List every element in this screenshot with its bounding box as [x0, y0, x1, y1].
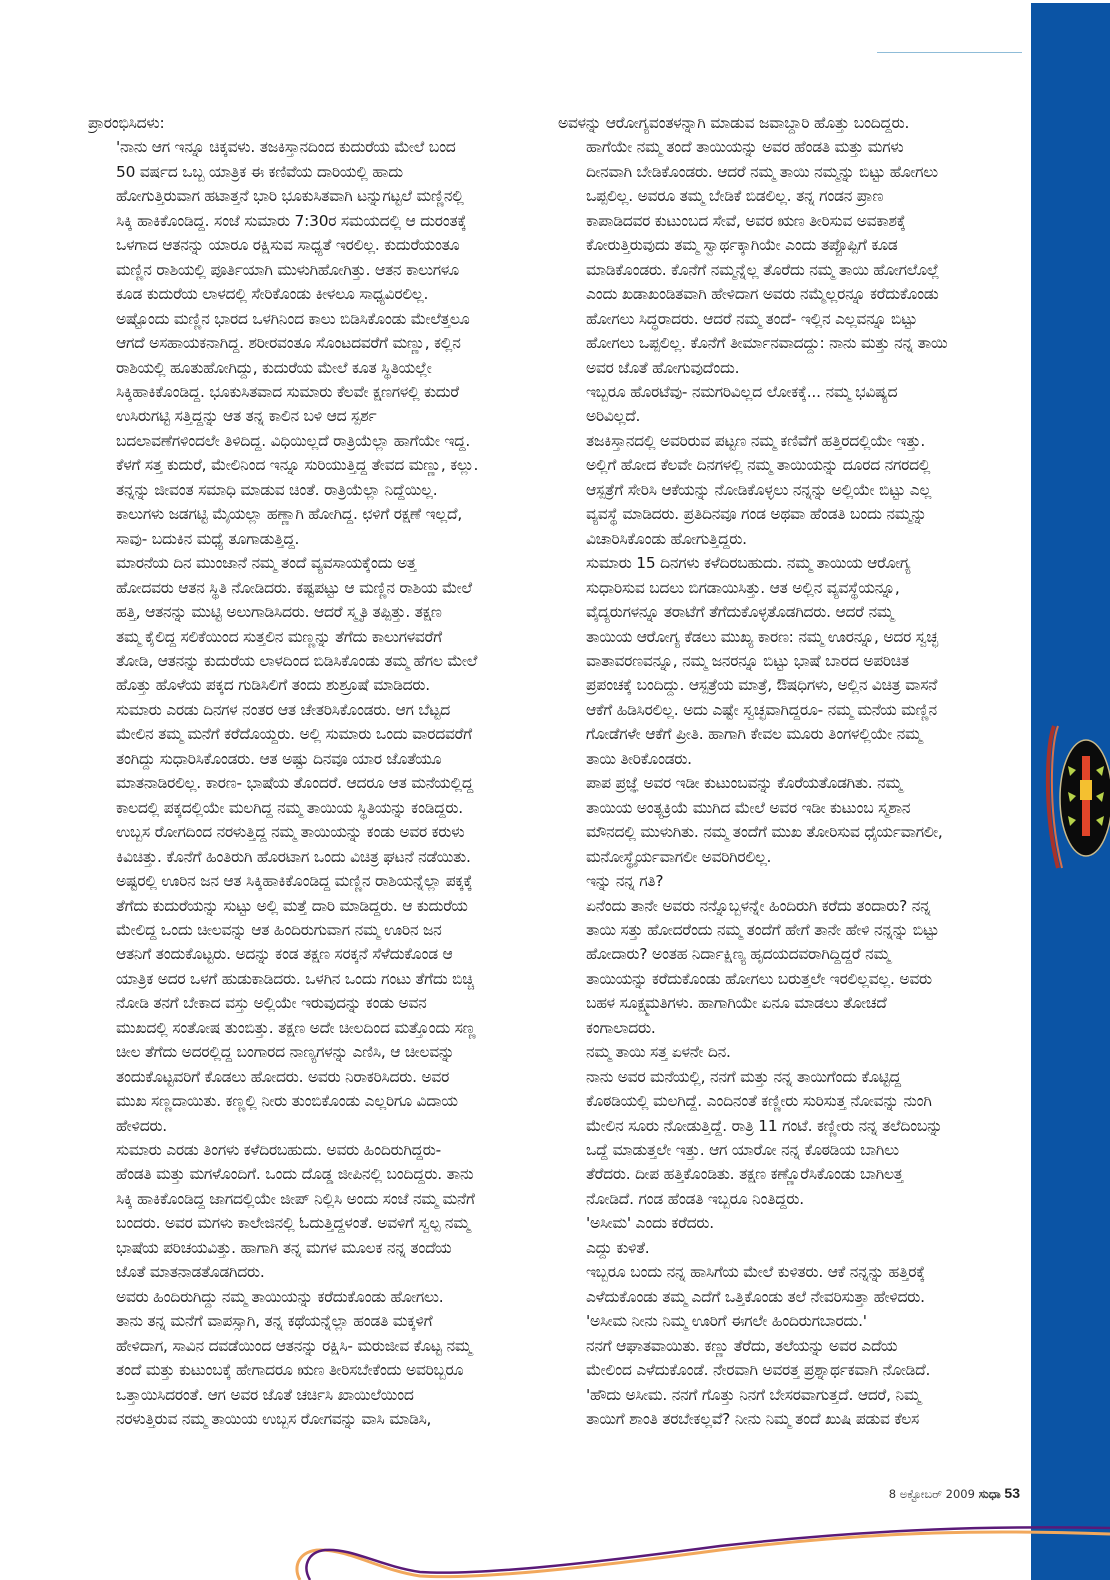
text-line: ಮುಖದಲ್ಲಿ ಸಂತೋಷ ತುಂಬಿತ್ತು. ತಕ್ಷಣ ಅದೇ ಚೀಲದಿಂದ ಮತ್ತೊಂದು ಸಣ್ಣ: [116, 1018, 476, 1037]
text-line: ಕಿವಿಚಿತ್ತು. ಕೊನೆಗೆ ಹಿಂತಿರುಗಿ ಹೊರಟಾಗ ಒಂದು ವಿಚಿತ್ರ ಘಟನೆ ನಡೆಯಿತು.: [116, 847, 471, 866]
text-line: ಜೊತೆ ಮಾತನಾಡತೊಡಗಿದರು.: [116, 1263, 265, 1282]
text-line: ಅಷ್ಟೊಂದು ಮಣ್ಣಿನ ಭಾರದ ಒಳಗಿನಿಂದ ಕಾಲು ಬಿಡಿಸಿಕೊಂಡು ಮೇಲೆತ್ತಲೂ: [116, 309, 470, 328]
text-line: ಬದಲಾವಣೆಗಳಿಂದಲೇ ತಿಳಿದಿದ್ದ. ವಿಧಿಯಿಲ್ಲದೆ ರಾತ್ರಿಯೆಲ್ಲಾ ಹಾಗೆಯೇ ಇದ್ದ.: [116, 431, 471, 450]
text-line: ವಾತಾವರಣವನ್ನೂ, ನಮ್ಮ ಜನರನ್ನೂ ಬಿಟ್ಟು ಭಾಷೆ ಬಾರದ ಅಪರಿಚಿತ: [586, 651, 909, 670]
text-line: ಹೋಗಲು ಸಿದ್ಧರಾದರು. ಆದರೆ ನಮ್ಮ ತಂದೆ- ಇಲ್ಲಿನ ಎಲ್ಲವನ್ನೂ ಬಿಟ್ಟು: [586, 309, 918, 328]
text-line: ತಾಯಿಯ ಅಂತ್ಯಕ್ರಿಯೆ ಮುಗಿದ ಮೇಲೆ ಅವರ ಇಡೀ ಕುಟುಂಬ ಸ್ಮಶಾನ: [586, 798, 911, 817]
text-line: ತನ್ನನ್ನು ಜೀವಂತ ಸಮಾಧಿ ಮಾಡುವ ಚಿಂತೆ. ರಾತ್ರಿಯೆಲ್ಲಾ ನಿದ್ದೆಯಿಲ್ಲ.: [116, 480, 438, 499]
text-line: ಮೇಲಿಂದ ಎಳೆದುಕೊಂಡೆ. ನೇರವಾಗಿ ಅವರತ್ತ ಪ್ರಶ್ನಾರ್ಥಕವಾಗಿ ನೋಡಿದೆ.: [586, 1361, 931, 1380]
issue-date: 8 ಅಕ್ಟೋಬರ್ 2009: [888, 1487, 975, 1501]
text-line: ಭಾಷೆಯ ಪರಿಚಯವಿತ್ತು. ಹಾಗಾಗಿ ತನ್ನ ಮಗಳ ಮೂಲಕ ನನ್ನ ತಂದೆಯ: [116, 1238, 452, 1257]
paragraph: [558, 1260, 1020, 1309]
magazine-name: ಸುಧಾ: [978, 1487, 1001, 1501]
text-line: ಮೇಲಿದ್ದ ಒಂದು ಚೀಲವನ್ನು ಆತ ಹಿಂದಿರುಗುವಾಗ ನಮ್ಮ ಊರಿನ ಜನ: [116, 920, 442, 939]
text-line: ತಂದೆ ಮತ್ತು ಕುಟುಂಬಕ್ಕೆ ಹೇಗಾದರೂ ಋಣ ತೀರಿಸಬೇಕೆಂದು ಅವರಿಬ್ಬರೂ: [116, 1361, 464, 1380]
paragraph: [88, 1138, 526, 1285]
swoosh-purple-stroke: [306, 1527, 1110, 1580]
article-column-left: [88, 111, 526, 1431]
text-line: ವೈದ್ಯರುಗಳನ್ನೂ ತರಾಟೆಗೆ ತೆಗೆದುಕೊಳ್ಳತೊಡಗಿದರು. ಆದರೆ ನಮ್ಮ: [586, 603, 894, 622]
text-line: ಮೌನದಲ್ಲಿ ಮುಳುಗಿತು. ನಮ್ಮ ತಂದೆಗೆ ಮುಖ ತೋರಿಸುವ ಧೈರ್ಯವಾಗಲೀ,: [586, 823, 943, 842]
text-line: ನಾನು ಅವರ ಮನೆಯಲ್ಲಿ, ನನಗೆ ಮತ್ತು ನನ್ನ ತಾಯಿಗೆಂದು ಕೊಟ್ಟಿದ್ದ: [586, 1067, 901, 1086]
text-line: ಹತ್ತಿ, ಆತನನ್ನು ಮುಟ್ಟಿ ಅಲುಗಾಡಿಸಿದರು. ಆದರೆ ಸ್ಮೃತಿ ತಪ್ಪಿತ್ತು. ತಕ್ಷಣ: [116, 603, 442, 622]
paragraph: [558, 1065, 1020, 1212]
text-line: ಹೇಳಿದರು.: [116, 1116, 167, 1135]
text-line: ಕೋರುತ್ತಿರುವುದು ತಮ್ಮ ಸ್ವಾರ್ಥಕ್ಕಾಗಿಯೇ ಎಂದು ತಪ್ಪೊಪ್ಪಿಗೆ ಕೂಡ: [586, 236, 898, 255]
text-line: 'ಹೌದು ಅಸೀಮ. ನನಗೆ ಗೊತ್ತು ನಿನಗೆ ಬೇಸರವಾಗುತ್ತದೆ. ಆದರೆ, ನಿಮ್ಮ: [586, 1385, 921, 1404]
text-line: ಹೋಗಲು ಒಪ್ಪಲಿಲ್ಲ. ಕೊನೆಗೆ ತೀರ್ಮಾನವಾದದ್ದು: ನಾನು ಮತ್ತು ನನ್ನ ತಾಯಿ: [586, 334, 948, 353]
paragraph: [558, 771, 1020, 869]
text-line: ಬಹಳ ಸೂಕ್ಷ್ಮಮತಿಗಳು. ಹಾಗಾಗಿಯೇ ಏನೂ ಮಾಡಲು ತೋಚದೆ: [586, 994, 887, 1013]
paragraph: [558, 380, 1020, 429]
text-line: ಸುಮಾರು ಎರಡು ದಿನಗಳ ನಂತರ ಆತ ಚೇತರಿಸಿಕೊಂಡರು. ಆಗ ಬೆಟ್ಟದ: [116, 700, 450, 719]
text-line: ಸಾವು- ಬದುಕಿನ ಮಧ್ಯೆ ತೂಗಾಡುತ್ತಿದ್ದ.: [116, 529, 300, 548]
tribal-shield-icon: [1044, 722, 1110, 870]
text-line: ಒಳಗಾದ ಆತನನ್ನು ಯಾರೂ ರಕ್ಷಿಸುವ ಸಾಧ್ಯತೆ ಇರಲಿಲ್ಲ. ಕುದುರೆಯಂತೂ: [116, 236, 460, 255]
text-line: ಚೀಲ ತೆಗೆದು ಅದರಲ್ಲಿದ್ದ ಬಂಗಾರದ ನಾಣ್ಯಗಳನ್ನು ಎಣಿಸಿ, ಆ ಚೀಲವನ್ನು: [116, 1043, 455, 1062]
text-line: ಇಬ್ಬರೂ ಹೊರಟೆವು- ನಮಗರಿವಿಲ್ಲದ ಲೋಕಕ್ಕೆ... ನಮ್ಮ ಭವಿಷ್ಯದ: [586, 382, 898, 401]
paragraph: [558, 1040, 1020, 1064]
text-line: ನನಗೆ ಆಘಾತವಾಯಿತು. ಕಣ್ಣು ತೆರೆದು, ತಲೆಯನ್ನು ಅವರ ಎದೆಯ: [586, 1336, 898, 1355]
text-line: ಹಾಗೆಯೇ ನಮ್ಮ ತಂದೆ ತಾಯಿಯನ್ನು ಅವರ ಹೆಂಡತಿ ಮತ್ತು ಮಗಳು: [586, 138, 904, 157]
text-line: ಕಂಗಾಲಾದರು.: [586, 1018, 656, 1037]
paragraph: [88, 551, 526, 698]
text-line: ತಂಗಿದ್ದು ಸುಧಾರಿಸಿಕೊಂಡರು. ಆತ ಅಷ್ಟು ದಿನವೂ ಯಾರ ಜೊತೆಯೂ: [116, 749, 442, 768]
article-column-right: [558, 111, 1020, 1431]
text-line: ಎಳೆದುಕೊಂಡು ತಮ್ಮ ಎದೆಗೆ ಒತ್ತಿಕೊಂಡು ತಲೆ ನೇವರಿಸುತ್ತಾ ಹೇಳಿದರು.: [586, 1287, 925, 1306]
paragraph: [88, 111, 526, 135]
text-line: ಯಾತ್ರಿಕ ಅದರ ಒಳಗೆ ಹುಡುಕಾಡಿದರು. ಒಳಗಿನ ಒಂದು ಗಂಟು ತೆಗೆದು ಬಿಚ್ಚಿ: [116, 969, 474, 988]
text-line: ಅವರ ಜೊತೆ ಹೋಗುವುದೆಂದು.: [586, 358, 740, 377]
text-line: 'ನಾನು ಆಗ ಇನ್ನೂ ಚಿಕ್ಕವಳು. ತಜಕಿಸ್ತಾನದಿಂದ ಕುದುರೆಯ ಮೇಲೆ ಬಂದ: [116, 138, 456, 157]
text-line: 'ಅಸೀಮ' ಎಂದು ಕರೆದರು.: [586, 1214, 714, 1233]
text-line: ತಾಯಿಯನ್ನು ಕರೆದುಕೊಂಡು ಹೋಗಲು ಬರುತ್ತಲೇ ಇರಲಿಲ್ಲವಲ್ಲ. ಅವರು: [586, 969, 932, 988]
text-line: ಅಲ್ಲಿಗೆ ಹೋದ ಕೆಲವೇ ದಿನಗಳಲ್ಲಿ ನಮ್ಮ ತಾಯಿಯನ್ನು ದೂರದ ನಗರದಲ್ಲಿ: [586, 456, 931, 475]
text-line: ಅವಳನ್ನು ಆರೋಗ್ಯವಂತಳನ್ನಾಗಿ ಮಾಡುವ ಜವಾಬ್ದಾರಿ ಹೊತ್ತು ಬಂದಿದ್ದರು.: [558, 114, 910, 132]
text-line: ಸುಮಾರು ಎರಡು ತಿಂಗಳು ಕಳೆದಿರಬಹುದು. ಅವರು ಹಿಂದಿರುಗಿದ್ದರು-: [116, 1141, 441, 1160]
decorative-swoosh: [0, 1490, 1110, 1580]
text-line: ತಾಯಿಯ ಆರೋಗ್ಯ ಕೆಡಲು ಮುಖ್ಯ ಕಾರಣ: ನಮ್ಮ ಊರನ್ನೂ, ಅದರ ಸ್ವಚ್ಛ: [586, 627, 938, 646]
text-line: ಅಷ್ಟರಲ್ಲಿ ಊರಿನ ಜನ ಆತ ಸಿಕ್ಕಿಹಾಕಿಕೊಂಡಿದ್ದ ಮಣ್ಣಿನ ರಾಶಿಯನ್ನೆಲ್ಲಾ ಪಕ್ಕಕ್ಕೆ: [116, 872, 473, 891]
text-line: ಕೆಳಗೆ ಸತ್ತ ಕುದುರೆ, ಮೇಲಿನಿಂದ ಇನ್ನೂ ಸುರಿಯುತ್ತಿದ್ದ ತೇವದ ಮಣ್ಣು, ಕಲ್ಲು.: [116, 456, 479, 475]
text-line: ಕಾಲದಲ್ಲಿ ಪಕ್ಕದಲ್ಲಿಯೇ ಮಲಗಿದ್ದ ನಮ್ಮ ತಾಯಿಯ ಸ್ಥಿತಿಯನ್ನು ಕಂಡಿದ್ದರು.: [116, 798, 463, 817]
text-line: ಗೋಡೆಗಳೇ ಆಕೆಗೆ ಪ್ರೀತಿ. ಹಾಗಾಗಿ ಕೇವಲ ಮೂರು ತಿಂಗಳಲ್ಲಿಯೇ ನಮ್ಮ: [586, 725, 922, 744]
text-line: ಉಸಿರುಗಟ್ಟಿ ಸತ್ತಿದ್ದನ್ನು ಆತ ತನ್ನ ಕಾಲಿನ ಬಳಿ ಆದ ಸ್ಪರ್ಶ: [116, 407, 377, 426]
text-line: ಒಪ್ಪಲಿಲ್ಲ. ಅವರೂ ತಮ್ಮ ಬೇಡಿಕೆ ಬಿಡಲಿಲ್ಲ. ತನ್ನ ಗಂಡನ ಪ್ರಾಣ: [586, 187, 884, 206]
text-line: ತಜಕಿಸ್ತಾನದಲ್ಲಿ ಅವರಿರುವ ಪಟ್ಟಣ ನಮ್ಮ ಕಣಿವೆಗೆ ಹತ್ತಿರದಲ್ಲಿಯೇ ಇತ್ತು.: [586, 431, 926, 450]
text-line: ತೆಗೆದು ಕುದುರೆಯನ್ನು ಸುಟ್ಟು ಅಲ್ಲಿ ಮತ್ತೆ ದಾರಿ ಮಾಡಿದ್ದರು. ಆ ಕುದುರೆಯ: [116, 896, 468, 915]
paragraph: [558, 1236, 1020, 1260]
text-line: ಕೊಠಡಿಯಲ್ಲಿ ಮಲಗಿದ್ದೆ. ಎಂದಿನಂತೆ ಕಣ್ಣೀರು ಸುರಿಸುತ್ತ ನೋವನ್ನು ನುಂಗಿ: [586, 1092, 932, 1111]
text-line: ಮೇಲಿನ ತಮ್ಮ ಮನೆಗೆ ಕರೆದೊಯ್ದರು. ಅಲ್ಲಿ ಸುಮಾರು ಒಂದು ವಾರದವರೆಗೆ: [116, 725, 472, 744]
text-line: ಬಂದರು. ಅವರ ಮಗಳು ಕಾಲೇಜಿನಲ್ಲಿ ಓದುತ್ತಿದ್ದಳಂತೆ. ಅವಳಿಗೆ ಸ್ವಲ್ಪ ನಮ್ಮ: [116, 1214, 470, 1233]
text-line: ಸಿಕ್ಕಿ ಹಾಕಿಕೊಂಡಿದ್ದ ಜಾಗದಲ್ಲಿಯೇ ಜೀಪ್ ನಿಲ್ಲಿಸಿ ಅಂದು ಸಂಜೆ ನಮ್ಮ ಮನೆಗೆ: [116, 1189, 475, 1208]
header-rule: [877, 52, 1022, 53]
paragraph: [88, 1285, 526, 1432]
paragraph: [88, 135, 526, 551]
text-line: ದೀನವಾಗಿ ಬೇಡಿಕೊಂಡರು. ಆದರೆ ನಮ್ಮ ತಾಯಿ ನಮ್ಮನ್ನು ಬಿಟ್ಟು ಹೋಗಲು: [586, 162, 938, 181]
text-line: ಇಬ್ಬರೂ ಬಂದು ನನ್ನ ಹಾಸಿಗೆಯ ಮೇಲೆ ಕುಳಿತರು. ಆಕೆ ನನ್ನನ್ನು ಹತ್ತಿರಕ್ಕೆ: [586, 1263, 926, 1282]
text-line: ನರಳುತ್ತಿರುವ ನಮ್ಮ ತಾಯಿಯ ಉಬ್ಬಸ ರೋಗವನ್ನು ವಾಸಿ ಮಾಡಿಸಿ,: [116, 1410, 432, 1429]
text-line: ಪ್ರಾರಂಭಿಸಿದಳು:: [88, 114, 165, 132]
text-line: ತೋಡಿ, ಆತನನ್ನು ಕುದುರೆಯ ಲಾಳದಿಂದ ಬಿಡಿಸಿಕೊಂಡು ತಮ್ಮ ಹೆಗಲ ಮೇಲೆ: [116, 651, 478, 670]
text-line: 'ಅಸೀಮ ನೀನು ನಿಮ್ಮ ಊರಿಗೆ ಈಗಲೇ ಹಿಂದಿರುಗಬಾರದು.': [586, 1312, 867, 1331]
text-line: ಅರಿವಿಲ್ಲದೆ.: [586, 407, 641, 426]
text-line: ತೆರೆದರು. ದೀಪ ಹತ್ತಿಕೊಂಡಿತು. ತಕ್ಷಣ ಕಣ್ಣೊರೆಸಿಕೊಂಡು ಬಾಗಿಲತ್ತ: [586, 1165, 903, 1184]
paragraph: [558, 1211, 1020, 1235]
text-line: ಸುಧಾರಿಸುವ ಬದಲು ಬಿಗಡಾಯಿಸಿತ್ತು. ಆತ ಅಲ್ಲಿನ ವ್ಯವಸ್ಥೆಯನ್ನೂ,: [586, 578, 900, 597]
paragraph: [558, 111, 1020, 135]
text-line: ಮಾತನಾಡಿರಲಿಲ್ಲ. ಕಾರಣ- ಭಾಷೆಯ ತೊಂದರೆ. ಆದರೂ ಆತ ಮನೆಯಲ್ಲಿದ್ದ: [116, 774, 474, 793]
text-line: ಕೂಡ ಕುದುರೆಯ ಲಾಳದಲ್ಲಿ ಸೇರಿಕೊಂಡು ಕೀಳಲೂ ಸಾಧ್ಯವಿರಲಿಲ್ಲ.: [116, 285, 429, 304]
text-line: ಉಬ್ಬಸ ರೋಗದಿಂದ ನರಳುತ್ತಿದ್ದ ನಮ್ಮ ತಾಯಿಯನ್ನು ಕಂಡು ಅವರ ಕರುಳು: [116, 823, 465, 842]
text-line: ವಿಚಾರಿಸಿಕೊಂಡು ಹೋಗುತ್ತಿದ್ದರು.: [586, 529, 747, 548]
text-line: ಒತ್ತಾಯಿಸಿದರಂತೆ. ಆಗ ಅವರ ಜೊತೆ ಚರ್ಚಿಸಿ ಖಾಯಿಲೆಯಿಂದ: [116, 1385, 414, 1404]
paragraph: [88, 698, 526, 1138]
text-line: ಎದ್ದು ಕುಳಿತೆ.: [586, 1238, 650, 1257]
paragraph: [558, 551, 1020, 771]
text-line: 50 ವರ್ಷದ ಒಬ್ಬ ಯಾತ್ರಿಕ ಈ ಕಣಿವೆಯ ದಾರಿಯಲ್ಲಿ ಹಾದು: [116, 162, 403, 181]
text-line: ಆಕೆಗೆ ಹಿಡಿಸಿರಲಿಲ್ಲ. ಅದು ಎಷ್ಟೇ ಸ್ವಚ್ಛವಾಗಿದ್ದರೂ- ನಮ್ಮ ಮನೆಯ ಮಣ್ಣಿನ: [586, 700, 937, 719]
text-line: ಎಂದು ಖಡಾಖಂಡಿತವಾಗಿ ಹೇಳಿದಾಗ ಅವರು ನಮ್ಮೆಲ್ಲರನ್ನೂ ಕರೆದುಕೊಂಡು: [586, 285, 939, 304]
text-line: ನಮ್ಮ ತಾಯಿ ಸತ್ತ ಏಳನೇ ದಿನ.: [586, 1043, 731, 1062]
text-line: ಹೊತ್ತು ಹೊಳೆಯ ಪಕ್ಕದ ಗುಡಿಸಿಲಿಗೆ ತಂದು ಶುಶ್ರೂಷೆ ಮಾಡಿದರು.: [116, 676, 430, 695]
text-line: ಹೋದಾರು? ಅಂತಹ ನಿರ್ದಾಕ್ಷಿಣ್ಯ ಹೃದಯದವರಾಗಿದ್ದಿದ್ದರೆ ನಮ್ಮ: [586, 945, 891, 964]
text-line: ಸಿಕ್ಕಿ ಹಾಕಿಕೊಂಡಿದ್ದ. ಸಂಜೆ ಸುಮಾರು 7:30ರ ಸಮಯದಲ್ಲಿ ಆ ದುರಂತಕ್ಕೆ: [116, 211, 467, 230]
paragraph: [558, 869, 1020, 893]
text-line: ಮಣ್ಣಿನ ರಾಶಿಯಲ್ಲಿ ಪೂರ್ತಿಯಾಗಿ ಮುಳುಗಿಹೋಗಿತ್ತು. ಆತನ ಕಾಲುಗಳೂ: [116, 260, 459, 279]
text-line: ನೋಡಿದೆ. ಗಂಡ ಹೆಂಡತಿ ಇಬ್ಬರೂ ನಿಂತಿದ್ದರು.: [586, 1189, 804, 1208]
text-line: ಆಗದೆ ಅಸಹಾಯಕನಾಗಿದ್ದ. ಶರೀರವಂತೂ ಸೊಂಟದವರೆಗೆ ಮಣ್ಣು, ಕಲ್ಲಿನ: [116, 334, 461, 353]
text-line: ವ್ಯವಸ್ಥೆ ಮಾಡಿದರು. ಪ್ರತಿದಿನವೂ ಗಂಡ ಅಥವಾ ಹೆಂಡತಿ ಬಂದು ನಮ್ಮನ್ನು: [586, 505, 927, 524]
text-line: ತಾಯಿ ಸತ್ತು ಹೋದರೆಂದು ನಮ್ಮ ತಂದೆಗೆ ಹೇಗೆ ತಾನೇ ಹೇಳಿ ನನ್ನನ್ನು ಬಿಟ್ಟು: [586, 920, 939, 939]
text-line: ನೋಡಿ ತನಗೆ ಬೇಕಾದ ವಸ್ತು ಅಲ್ಲಿಯೇ ಇರುವುದನ್ನು ಕಂಡು ಅವನ: [116, 994, 427, 1013]
text-line: ಒದ್ದೆ ಮಾಡುತ್ತಲೇ ಇತ್ತು. ಆಗ ಯಾರೋ ನನ್ನ ಕೊಠಡಿಯ ಬಾಗಿಲು: [586, 1141, 899, 1160]
paragraph: [558, 1383, 1020, 1432]
page-number: 53: [1004, 1485, 1020, 1501]
paragraph: [558, 1309, 1020, 1333]
text-line: ಆಸ್ಪತ್ರೆಗೆ ಸೇರಿಸಿ ಆಕೆಯನ್ನು ನೋಡಿಕೊಳ್ಳಲು ನನ್ನನ್ನು ಅಲ್ಲಿಯೇ ಬಿಟ್ಟು ಎಲ್ಲ: [586, 480, 932, 499]
text-line: ರಾಶಿಯಲ್ಲಿ ಹೂತುಹೋಗಿದ್ದು, ಕುದುರೆಯ ಮೇಲೆ ಕೂತ ಸ್ಥಿತಿಯಲ್ಲೇ: [116, 358, 432, 377]
text-line: ಪ್ರಪಂಚಕ್ಕೆ ಬಂದಿದ್ದು. ಆಸ್ಪತ್ರೆಯ ಮಾತ್ರೆ, ಔಷಧಿಗಳು, ಅಲ್ಲಿನ ವಿಚಿತ್ರ ವಾಸನೆ: [586, 676, 938, 695]
text-line: ತಾನು ತನ್ನ ಮನೆಗೆ ವಾಪಸ್ಸಾಗಿ, ತನ್ನ ಕಥೆಯನ್ನೆಲ್ಲಾ ಹಂಡತಿ ಮಕ್ಕಳಿಗೆ: [116, 1312, 433, 1331]
text-line: ಹೆಂಡತಿ ಮತ್ತು ಮಗಳೊಂದಿಗೆ. ಒಂದು ದೊಡ್ಡ ಜೀಪಿನಲ್ಲಿ ಬಂದಿದ್ದರು. ತಾನು: [116, 1165, 474, 1184]
text-line: ತಾಯಿಗೆ ಶಾಂತಿ ತರಬೇಕಲ್ಲವೆ? ನೀನು ನಿಮ್ಮ ತಂದೆ ಖುಷಿ ಪಡುವ ಕೆಲಸ: [586, 1410, 919, 1429]
text-line: ಮುಖ ಸಣ್ಣದಾಯಿತು. ಕಣ್ಣಲ್ಲಿ ನೀರು ತುಂಬಿಕೊಂಡು ಎಲ್ಲರಿಗೂ ವಿದಾಯ: [116, 1092, 458, 1111]
text-line: ಪಾಪ ಪ್ರಜ್ಞೆ ಅವರ ಇಡೀ ಕುಟುಂಬವನ್ನು ಕೊರೆಯತೊಡಗಿತು. ನಮ್ಮ: [586, 774, 903, 793]
text-line: ಹೇಳಿದಾಗ, ಸಾವಿನ ದವಡೆಯಿಂದ ಆತನನ್ನು ರಕ್ಷಿಸಿ- ಮರುಜೀವ ಕೊಟ್ಟ ನಮ್ಮ: [116, 1336, 472, 1355]
text-line: ಏನೆಂದು ತಾನೇ ಅವರು ನನ್ನೊಬ್ಬಳನ್ನೇ ಹಿಂದಿರುಗಿ ಕರೆದು ತಂದಾರು? ನನ್ನ: [586, 896, 931, 915]
text-line: ಸುಮಾರು 15 ದಿನಗಳು ಕಳೆದಿರಬಹುದು. ನಮ್ಮ ತಾಯಿಯ ಆರೋಗ್ಯ: [586, 554, 911, 573]
paragraph: [558, 429, 1020, 551]
text-line: ತಂದುಕೊಟ್ಟವರಿಗೆ ಕೊಡಲು ಹೋದರು. ಅವರು ನಿರಾಕರಿಸಿದರು. ಅವರ: [116, 1067, 450, 1086]
text-line: ಹೋದವರು ಆತನ ಸ್ಥಿತಿ ನೋಡಿದರು. ಕಷ್ಟಪಟ್ಟು ಆ ಮಣ್ಣಿನ ರಾಶಿಯ ಮೇಲೆ: [116, 578, 472, 597]
text-line: ಅವರು ಹಿಂದಿರುಗಿದ್ದು ನಮ್ಮ ತಾಯಿಯನ್ನು ಕರೆದುಕೊಂಡು ಹೋಗಲು.: [116, 1287, 444, 1306]
text-line: ತಾಯಿ ತೀರಿಕೊಂಡರು.: [586, 749, 692, 768]
text-line: ತಮ್ಮ ಕೈಲಿದ್ದ ಸಲಿಕೆಯಿಂದ ಸುತ್ತಲಿನ ಮಣ್ಣನ್ನು ತೆಗೆದು ಕಾಲುಗಳವರೆಗೆ: [116, 627, 442, 646]
text-line: ಕಾಲುಗಳು ಜಡಗಟ್ಟಿ ಮೈಯಲ್ಲಾ ಹಣ್ಣಾಗಿ ಹೋಗಿದ್ದ. ಛಳಿಗೆ ರಕ್ಷಣೆ ಇಲ್ಲದೆ,: [116, 505, 463, 524]
text-line: ಮೇಲಿನ ಸೂರು ನೋಡುತ್ತಿದ್ದೆ. ರಾತ್ರಿ 11 ಗಂಟೆ. ಕಣ್ಣೀರು ನನ್ನ ತಲೆದಿಂಬನ್ನು: [586, 1116, 943, 1135]
text-line: ಹೋಗುತ್ತಿರುವಾಗ ಹಟಾತ್ತನೆ ಭಾರಿ ಭೂಕುಸಿತವಾಗಿ ಟನ್ನುಗಟ್ಟಲೆ ಮಣ್ಣಿನಲ್ಲಿ: [116, 187, 464, 206]
text-line: ಕಾಪಾಡಿದವರ ಕುಟುಂಬದ ಸೇವೆ, ಅವರ ಋಣ ತೀರಿಸುವ ಅವಕಾಶಕ್ಕೆ: [586, 211, 906, 230]
text-line: ಆತನಿಗೆ ತಂದುಕೊಟ್ಟರು. ಅದನ್ನು ಕಂಡ ತಕ್ಷಣ ಸರಕ್ಕನೆ ಸೆಳೆದುಕೊಂಡ ಆ: [116, 945, 453, 964]
paragraph: [558, 1334, 1020, 1383]
text-line: ಮಾಡಿಕೊಂಡರು. ಕೊನೆಗೆ ನಮ್ಮನ್ನೆಲ್ಲ ತೊರೆದು ನಮ್ಮ ತಾಯಿ ಹೋಗಲೊಲ್ಲೆ: [586, 260, 940, 279]
text-line: ಮಾರನೆಯ ದಿನ ಮುಂಜಾನೆ ನಮ್ಮ ತಂದೆ ವ್ಯವಸಾಯಕ್ಕೆಂದು ಅತ್ತ: [116, 554, 417, 573]
text-line: ಇನ್ನು ನನ್ನ ಗತಿ?: [586, 872, 664, 891]
paragraph: [558, 135, 1020, 380]
text-line: ಮನೋಸ್ಥೈರ್ಯವಾಗಲೀ ಅವರಿಗಿರಲಿಲ್ಲ.: [586, 847, 772, 866]
text-line: ಸಿಕ್ಕಿಹಾಕಿಕೊಂಡಿದ್ದ. ಭೂಕುಸಿತವಾದ ಸುಮಾರು ಕೆಲವೇ ಕ್ಷಣಗಳಲ್ಲಿ ಕುದುರೆ: [116, 382, 459, 401]
paragraph: [558, 894, 1020, 1041]
